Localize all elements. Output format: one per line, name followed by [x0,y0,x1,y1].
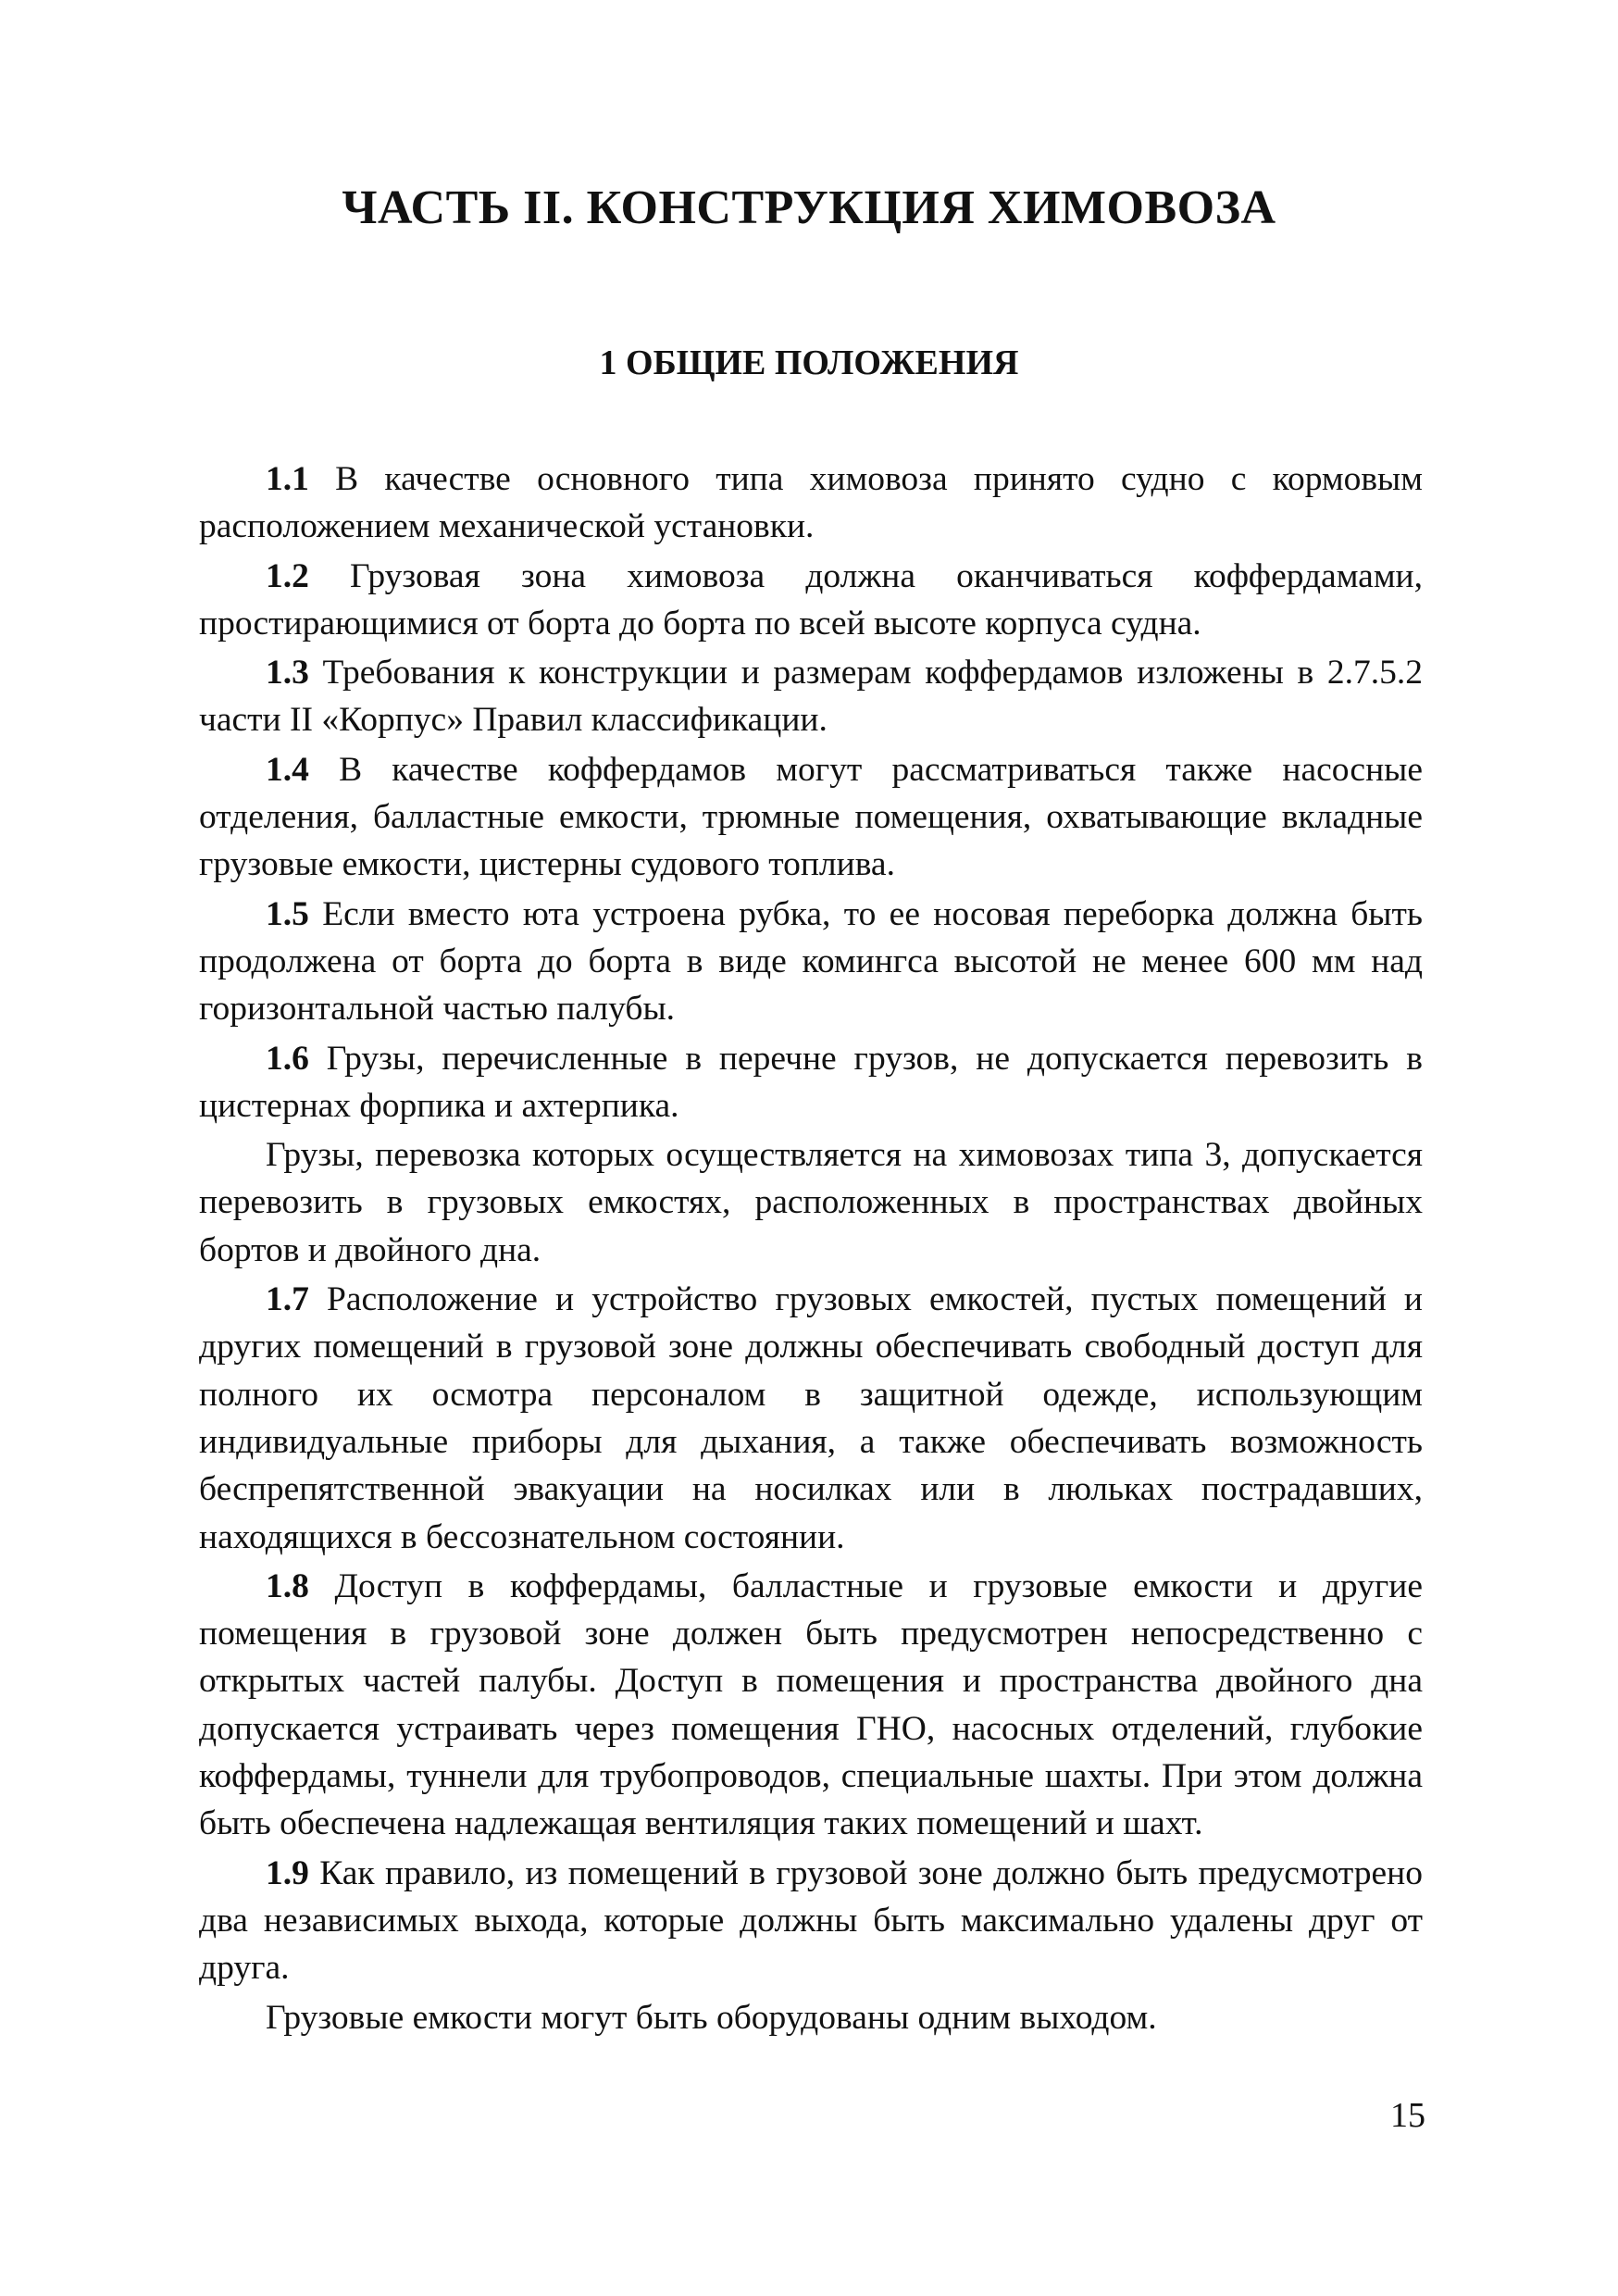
paragraph-number: 1.7 [266,1280,309,1319]
paragraph-number: 1.1 [266,460,309,498]
paragraph-text: Расположение и устройство грузовых емкостей, пустых помещений и других помещений в грузовой зоне должны обеспечивать свободный доступ для полного их осмотра персоналом в защитной одежде, использующим индивидуальные приборы для дыхания, а также обеспечивать возможность беспрепятственной эвакуации на носилках или в люльках пострадавших, находящихся в бессознательном состоянии. [199,1280,1423,1556]
paragraph-1-6-continuation [199,1131,1423,1274]
paragraph-text: Если вместо юта устроена рубка, то ее носовая переборка должна быть продолжена от борта до борта в виде комингса высотой не менее 600 мм над горизонтальной частью палубы. [199,894,1423,1029]
paragraph-text: Грузовая зона химовоза должна оканчиваться коффердамами, простирающимися от борта до борта по всей высоте корпуса судна. [199,556,1423,643]
paragraph-text: Как правило, из помещений в грузовой зоне должно быть предусмотрено два независимых выхода, которые должны быть максимально удалены друг от друга. [199,1853,1423,1988]
paragraph-1-7 [199,1276,1423,1561]
paragraph-text: Требования к конструкции и размерам коффердамов изложены в 2.7.5.2 части II «Корпус» Правил классификации. [199,654,1423,740]
paragraph-text: Грузы, перечисленные в перечне грузов, не допускается перевозить в цистернах форпика и ахтерпика. [199,1039,1423,1125]
section-title: 1 ОБЩИЕ ПОЛОЖЕНИЯ [599,343,1019,382]
page-number: 15 [1390,2096,1425,2135]
paragraph-text: Грузы, перевозка которых осуществляется на химовозах типа 3, допускается перевозить в грузовых емкостях, расположенных в пространствах двойных бортов и двойного дна. [199,1136,1423,1269]
paragraph-number: 1.2 [266,556,309,595]
paragraph-1-9-continuation [199,1994,1423,2041]
paragraph-number: 1.9 [266,1853,309,1892]
part-title: ЧАСТЬ II. КОНСТРУКЦИЯ ХИМОВОЗА [342,181,1276,234]
paragraph-number: 1.6 [266,1039,309,1078]
paragraph-number: 1.8 [266,1566,309,1605]
paragraph-1-1 [199,455,1423,551]
paragraph-1-5 [199,891,1423,1033]
paragraph-number: 1.3 [266,654,309,693]
body-text [199,455,1423,2043]
paragraph-1-2 [199,553,1423,648]
paragraph-1-8 [199,1563,1423,1848]
paragraph-number: 1.5 [266,894,309,933]
paragraph-1-4 [199,746,1423,889]
paragraph-text: В качестве коффердамов могут рассматриваться также насосные отделения, балластные емкости, трюмные помещения, охватывающие вкладные грузовые емкости, цистерны судового топлива. [199,750,1423,884]
paragraph-number: 1.4 [266,750,309,789]
paragraph-1-3 [199,649,1423,744]
paragraph-1-6 [199,1035,1423,1130]
paragraph-text: В качестве основного типа химовоза принято судно с кормовым расположением механической установки. [199,460,1423,546]
paragraph-text: Грузовые емкости могут быть оборудованы одним выходом. [266,1998,1157,2037]
paragraph-1-9 [199,1850,1423,1992]
paragraph-text: Доступ в коффердамы, балластные и грузовые емкости и другие помещения в грузовой зоне должен быть предусмотрен непосредственно с открытых частей палубы. Доступ в помещения и пространства двойного дна допускается устраивать через помещения ГНО, насосных отделений, глубокие коффердамы, туннели для трубопроводов, специальные шахты. При этом должна быть обеспечена надлежащая вентиляция таких помещений и шахт. [199,1566,1423,1843]
